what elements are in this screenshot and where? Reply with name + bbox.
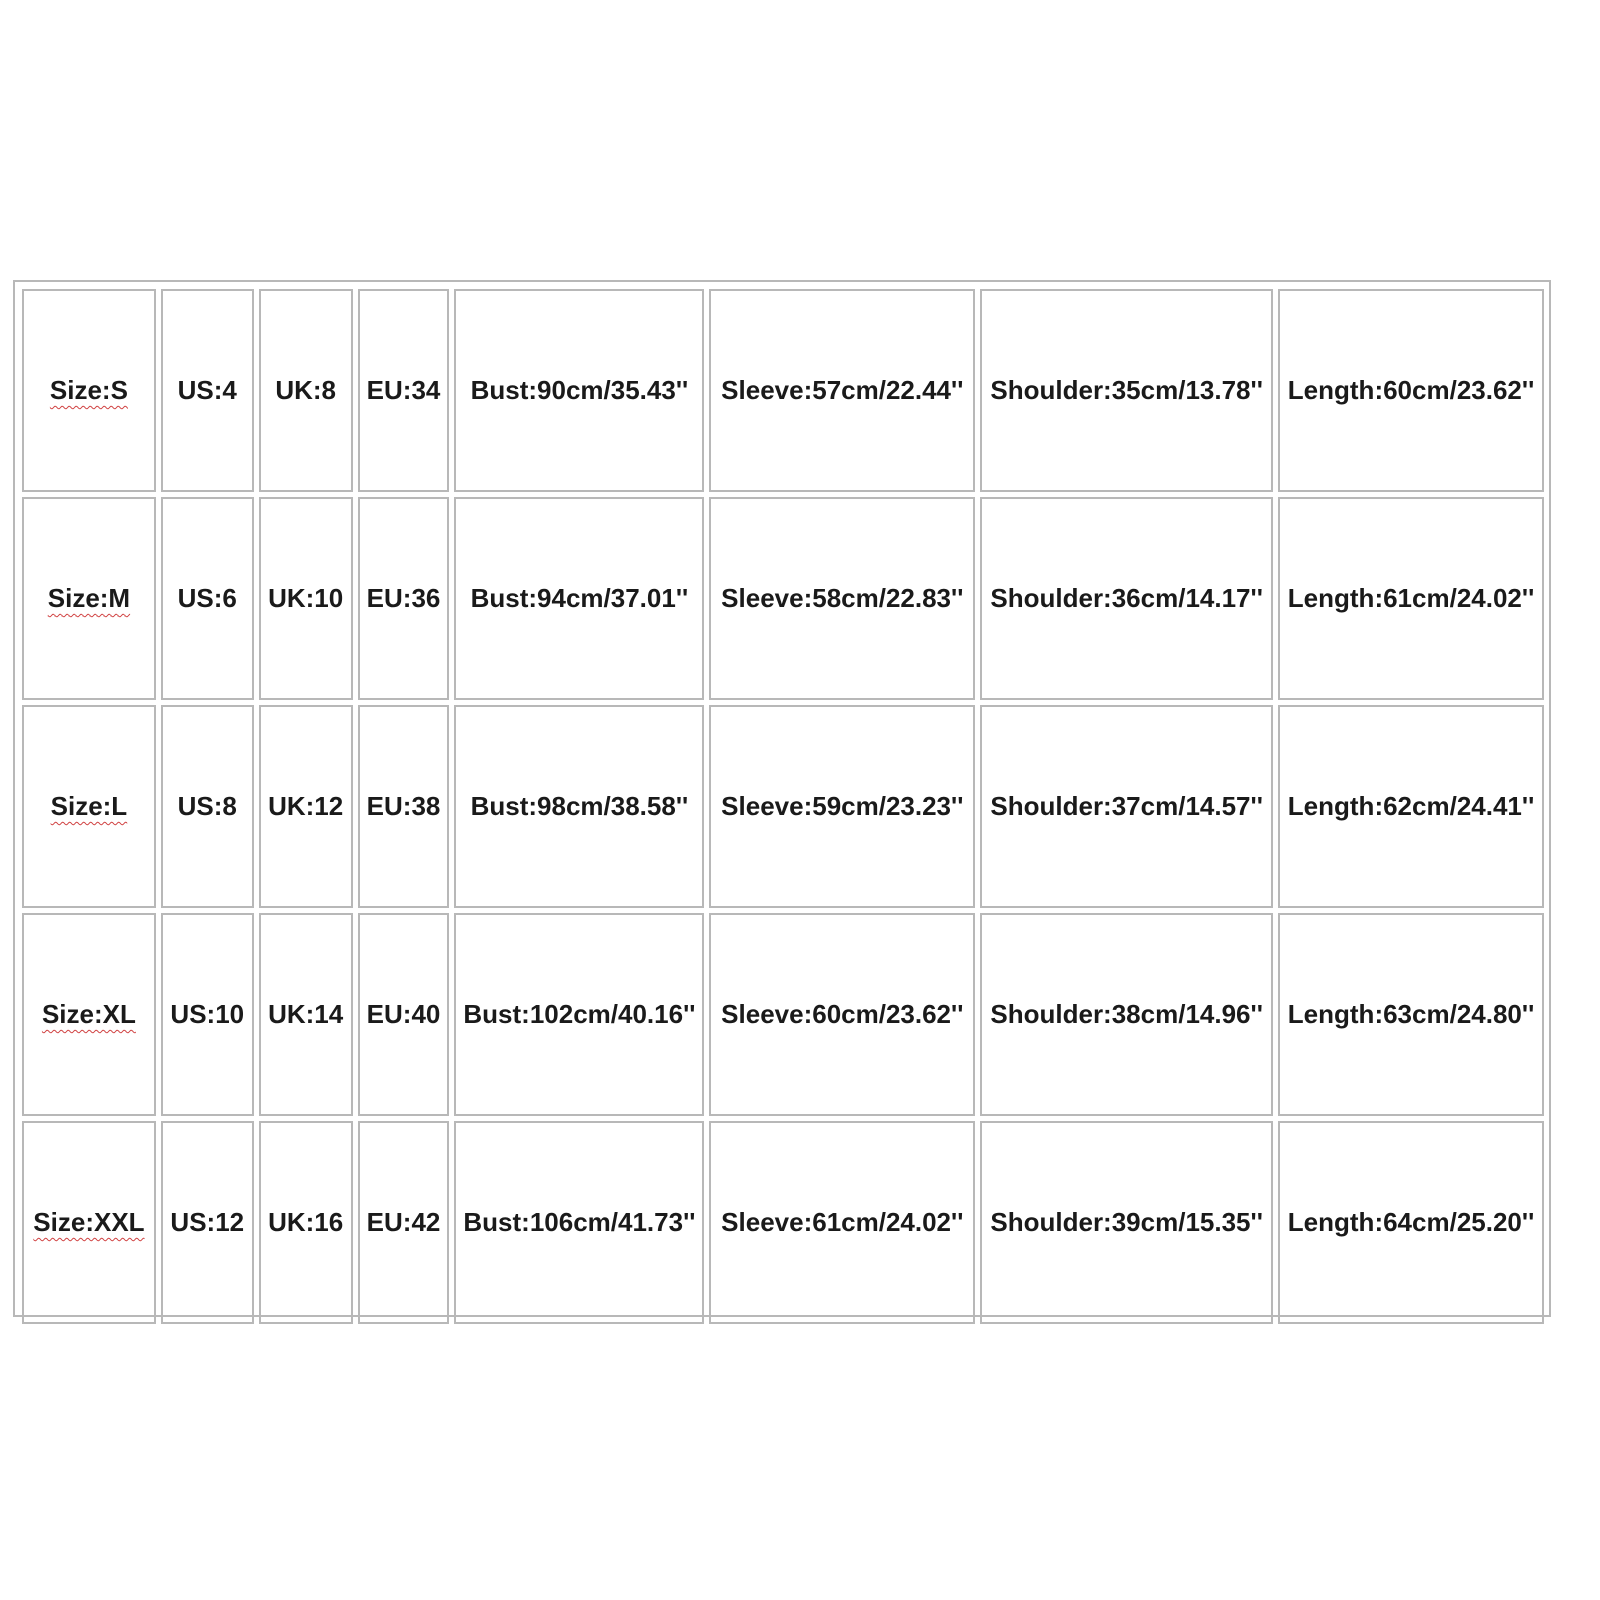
bust-cell: Bust:98cm/38.58'' — [454, 705, 704, 908]
length-cell: Length:61cm/24.02'' — [1278, 497, 1544, 700]
size-chart-table — [17, 284, 1549, 1329]
us-size-cell: US:12 — [161, 1121, 254, 1324]
eu-size-cell: EU:36 — [358, 497, 450, 700]
size-row-m — [22, 497, 1544, 700]
bust-cell: Bust:106cm/41.73'' — [454, 1121, 704, 1324]
size-label: Size:XXL — [33, 1207, 145, 1237]
uk-size-cell: UK:8 — [259, 289, 353, 492]
size-row-l — [22, 705, 1544, 908]
sleeve-cell: Sleeve:60cm/23.62'' — [709, 913, 975, 1116]
size-chart — [13, 280, 1551, 1317]
length-cell: Length:63cm/24.80'' — [1278, 913, 1544, 1116]
size-cell — [22, 705, 156, 908]
size-row-xxl — [22, 1121, 1544, 1324]
size-label: Size:M — [47, 583, 131, 613]
uk-size-cell: UK:10 — [259, 497, 353, 700]
length-cell: Length:62cm/24.41'' — [1278, 705, 1544, 908]
shoulder-cell: Shoulder:37cm/14.57'' — [980, 705, 1273, 908]
us-size-cell: US:6 — [161, 497, 254, 700]
us-size-cell: US:8 — [161, 705, 254, 908]
eu-size-cell: EU:40 — [358, 913, 450, 1116]
size-cell — [22, 289, 156, 492]
size-row-xl — [22, 913, 1544, 1116]
size-cell — [22, 1121, 156, 1324]
shoulder-cell: Shoulder:38cm/14.96'' — [980, 913, 1273, 1116]
size-cell — [22, 497, 156, 700]
sleeve-cell: Sleeve:59cm/23.23'' — [709, 705, 975, 908]
bust-cell: Bust:94cm/37.01'' — [454, 497, 704, 700]
shoulder-cell: Shoulder:39cm/15.35'' — [980, 1121, 1273, 1324]
bust-cell: Bust:90cm/35.43'' — [454, 289, 704, 492]
uk-size-cell: UK:12 — [259, 705, 353, 908]
size-cell — [22, 913, 156, 1116]
uk-size-cell: UK:16 — [259, 1121, 353, 1324]
eu-size-cell: EU:38 — [358, 705, 450, 908]
shoulder-cell: Shoulder:36cm/14.17'' — [980, 497, 1273, 700]
uk-size-cell: UK:14 — [259, 913, 353, 1116]
size-label: Size:XL — [41, 999, 136, 1029]
length-cell: Length:64cm/25.20'' — [1278, 1121, 1544, 1324]
us-size-cell: US:4 — [161, 289, 254, 492]
sleeve-cell: Sleeve:61cm/24.02'' — [709, 1121, 975, 1324]
us-size-cell: US:10 — [161, 913, 254, 1116]
shoulder-cell: Shoulder:35cm/13.78'' — [980, 289, 1273, 492]
bust-cell: Bust:102cm/40.16'' — [454, 913, 704, 1116]
sleeve-cell: Sleeve:57cm/22.44'' — [709, 289, 975, 492]
sleeve-cell: Sleeve:58cm/22.83'' — [709, 497, 975, 700]
size-label: Size:L — [50, 791, 128, 821]
eu-size-cell: EU:42 — [358, 1121, 450, 1324]
size-label: Size:S — [49, 375, 128, 405]
eu-size-cell: EU:34 — [358, 289, 450, 492]
size-row-s — [22, 289, 1544, 492]
length-cell: Length:60cm/23.62'' — [1278, 289, 1544, 492]
